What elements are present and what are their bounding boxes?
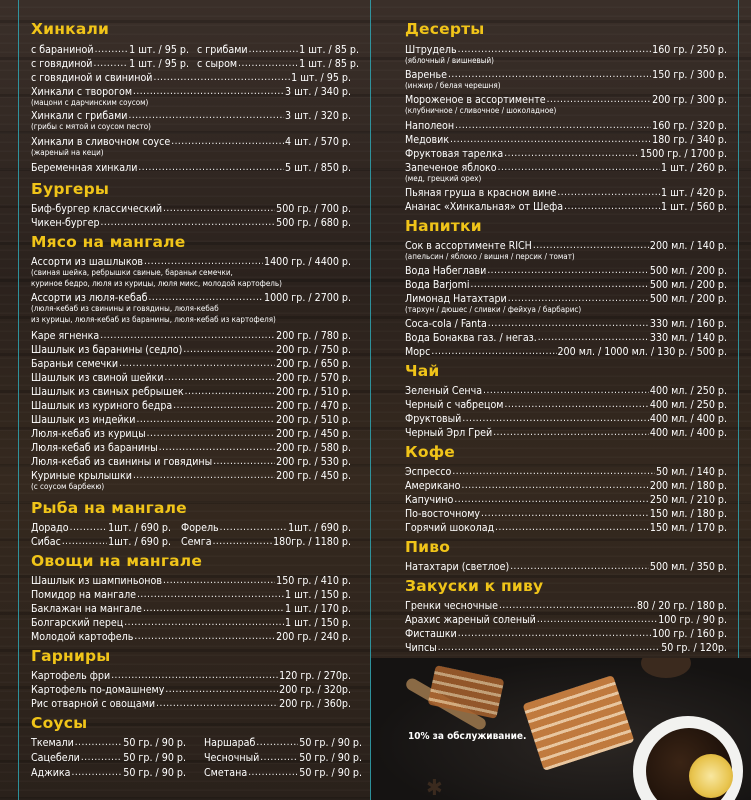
list-item: Беременная хинкали ..... 5 шт. / 850 р. bbox=[31, 160, 351, 174]
item-note: (инжир / белая черешня) bbox=[405, 81, 501, 90]
list-item: Картофель фри ..... 120 гр. / 270р. bbox=[31, 668, 351, 682]
list-item: Помидор на мангале ..... 1 шт. / 150 р. bbox=[31, 587, 351, 601]
item-note: (люля-кебаб из свинины и говядины, люля-кебаб bbox=[31, 304, 219, 313]
lemon-slice-shape bbox=[689, 754, 733, 798]
item-note: (свиная шейка, ребрышки свиные, бараньи семечки, bbox=[31, 268, 233, 277]
list-item: Вода Бонаква газ. / негаз. ..... 330 мл. / 140 р. bbox=[405, 330, 727, 344]
list-item: Люля-кебаб из свинины и говядины ..... 200 гр. / 530 р. bbox=[31, 454, 351, 468]
khinkali-heading: Хинкали bbox=[31, 20, 110, 38]
list-item: Сацебели ..... 50 гр. / 90 р. Чесночный ..... 50 гр. / 90 р. bbox=[31, 750, 351, 764]
grill-heading: Мясо на мангале bbox=[31, 233, 186, 251]
list-item: Варенье ..... 150 гр. / 300 р. bbox=[405, 67, 727, 81]
list-item: Баклажан на мангале ..... 1 шт. / 170 р. bbox=[31, 601, 351, 615]
list-item: Морс ..... 200 мл. / 1000 мл. / 130 р. / 500 р. bbox=[405, 344, 727, 358]
list-item: Наполеон ..... 160 гр. / 320 р. bbox=[405, 118, 727, 132]
list-item: Куриные крылышки ..... 200 гр. / 450 р. bbox=[31, 468, 351, 482]
list-item: Шашлык из баранины (седло) ..... 200 гр. / 750 р. bbox=[31, 342, 351, 356]
cake-slice-shape bbox=[523, 675, 635, 771]
item-note: (яблочный / вишневый) bbox=[405, 56, 494, 65]
list-item: Бараньи семечки ..... 200 гр. / 650 р. bbox=[31, 356, 351, 370]
dessert-coffee-photo bbox=[371, 658, 751, 800]
list-item: Зеленый Сенча ..... 400 мл. / 250 р. bbox=[405, 383, 727, 397]
item-note: (жареный на кеци) bbox=[31, 148, 104, 157]
list-item: Ассорти из шашлыков ..... 1400 гр. / 4400 р. bbox=[31, 254, 351, 268]
list-item: Хинкали с творогом ..... 3 шт. / 340 р. bbox=[31, 84, 351, 98]
list-item: Пьяная груша в красном вине ..... 1 шт. / 420 р. bbox=[405, 185, 727, 199]
snacks-heading: Закуски к пиву bbox=[405, 577, 544, 595]
item-note: из курицы, люля-кебаб из баранины, люля-кебаб из картофеля) bbox=[31, 315, 276, 324]
list-item: Люля-кебаб из курицы ..... 200 гр. / 450 р. bbox=[31, 426, 351, 440]
list-item: Вода Набеглави ..... 500 мл. / 200 р. bbox=[405, 263, 727, 277]
list-item: Медовик ..... 180 гр. / 340 р. bbox=[405, 132, 727, 146]
list-item: Сибас ..... 1шт. / 690 р. Семга ..... 180гр. / 1180 р. bbox=[31, 534, 351, 548]
list-item: Шашлык из индейки ..... 200 гр. / 510 р. bbox=[31, 412, 351, 426]
list-item: с бараниной ..... 1 шт. / 95 р. с грибами ..... 1 шт. / 85 р. bbox=[31, 42, 351, 56]
list-item: Шашлык из свиной шейки ..... 200 гр. / 570 р. bbox=[31, 370, 351, 384]
item-note: (грибы с мятой и соусом песто) bbox=[31, 122, 151, 131]
list-item: Аджика ..... 50 гр. / 90 р. Сметана ..... 50 гр. / 90 р. bbox=[31, 765, 351, 779]
list-item: Шашлык из куриного бедра ..... 200 гр. / 470 р. bbox=[31, 398, 351, 412]
list-item: Каре ягненка ..... 200 гр. / 780 р. bbox=[31, 328, 351, 342]
burgers-heading: Бургеры bbox=[31, 180, 110, 198]
list-item: Горячий шоколад ..... 150 мл. / 170 р. bbox=[405, 520, 727, 534]
drinks-heading: Напитки bbox=[405, 217, 482, 235]
tea-heading: Чай bbox=[405, 362, 440, 380]
list-item: Сок в ассортименте RICH ..... 200 мл. / 140 р. bbox=[405, 238, 727, 252]
list-item: Черный с чабрецом ..... 400 мл. / 250 р. bbox=[405, 397, 727, 411]
item-note: (клубничное / сливочное / шоколадное) bbox=[405, 106, 557, 115]
list-item: Хинкали с грибами ..... 3 шт. / 320 р. bbox=[31, 108, 351, 122]
list-item: Штрудель ..... 160 гр. / 250 р. bbox=[405, 42, 727, 56]
item-note: (мед, грецкий орех) bbox=[405, 174, 482, 183]
list-item: с говядиной ..... 1 шт. / 95 р. с сыром ..... 1 шт. / 85 р. bbox=[31, 56, 351, 70]
list-item: Натахтари (светлое) ..... 500 мл. / 350 р. bbox=[405, 559, 727, 573]
list-item: Капучино ..... 250 мл. / 210 р. bbox=[405, 492, 727, 506]
item-note: (апельсин / яблоко / вишня / персик / томат) bbox=[405, 252, 575, 261]
list-item: Фруктовый ..... 400 мл. / 400 р. bbox=[405, 411, 727, 425]
cake-slice-shape bbox=[428, 665, 505, 719]
coffee-heading: Кофе bbox=[405, 443, 456, 461]
item-note: куриное бедро, люля из курицы, люля микс, молодой картофель) bbox=[31, 279, 282, 288]
list-item: Ассорти из люля-кебаб ..... 1000 гр. / 2700 р. bbox=[31, 290, 351, 304]
list-item: Молодой картофель ..... 200 гр. / 240 р. bbox=[31, 629, 351, 643]
desserts-heading: Десерты bbox=[405, 20, 485, 38]
list-item: Шашлык из свиных ребрышек ..... 200 гр. / 510 р. bbox=[31, 384, 351, 398]
list-item: Ананас «Хинкальная» от Шефа ..... 1 шт. / 560 р. bbox=[405, 199, 727, 213]
item-note: (с соусом барбекю) bbox=[31, 482, 105, 491]
list-item: Черный Эрл Грей ..... 400 мл. / 400 р. bbox=[405, 425, 727, 439]
list-item: Хинкали в сливочном соусе ..... 4 шт. / 570 р. bbox=[31, 134, 351, 148]
list-item: Картофель по-домашнему ..... 200 гр. / 320р. bbox=[31, 682, 351, 696]
service-charge-note: 10% за обслуживание. bbox=[408, 731, 527, 742]
star-anise-icon: ✱ bbox=[426, 776, 443, 800]
beer-heading: Пиво bbox=[405, 538, 451, 556]
list-item: Запеченое яблоко ..... 1 шт. / 260 р. bbox=[405, 160, 727, 174]
list-item: Ткемали ..... 50 гр. / 90 р. Наршараб ..... 50 гр. / 90 р. bbox=[31, 735, 351, 749]
list-item: Мороженое в ассортименте ..... 200 гр. / 300 р. bbox=[405, 92, 727, 106]
list-item: Арахис жареный соленый ..... 100 гр. / 90 р. bbox=[405, 612, 727, 626]
list-item: Гренки чесночные ..... 80 / 20 гр. / 180 р. bbox=[405, 598, 727, 612]
list-item: Эспрессо ..... 50 мл. / 140 р. bbox=[405, 464, 727, 478]
list-item: Чикен-бургер ..... 500 гр. / 680 р. bbox=[31, 215, 351, 229]
sauces-heading: Соусы bbox=[31, 714, 88, 732]
list-item: Coca-cola / Fanta ..... 330 мл. / 160 р. bbox=[405, 316, 727, 330]
list-item: Американо ..... 200 мл. / 180 р. bbox=[405, 478, 727, 492]
list-item: Чипсы ..... 50 гр. / 120р. bbox=[405, 640, 727, 654]
list-item: Фисташки ..... 100 гр. / 160 р. bbox=[405, 626, 727, 640]
list-item: Вода Barjomi ..... 500 мл. / 200 р. bbox=[405, 277, 727, 291]
left-border-line bbox=[18, 0, 19, 800]
list-item: По-восточному ..... 150 мл. / 180 р. bbox=[405, 506, 727, 520]
sides-heading: Гарниры bbox=[31, 647, 111, 665]
list-item: Болгарский перец ..... 1 шт. / 150 р. bbox=[31, 615, 351, 629]
list-item: Лимонад Натахтари ..... 500 мл. / 200 р. bbox=[405, 291, 727, 305]
item-note: (тархун / дюшес / сливки / фейхуа / барбарис) bbox=[405, 305, 582, 314]
list-item: Фруктовая тарелка ..... 1500 гр. / 1700 р. bbox=[405, 146, 727, 160]
list-item: Биф-бургер классический ..... 500 гр. / 700 р. bbox=[31, 201, 351, 215]
fish-heading: Рыба на мангале bbox=[31, 499, 187, 517]
bowl-shape bbox=[641, 658, 691, 678]
item-note: (мацони с дарчинским соусом) bbox=[31, 98, 149, 107]
list-item: Дорадо ..... 1шт. / 690 р. Форель ..... 1шт. / 690 р. bbox=[31, 520, 351, 534]
list-item: Шашлык из шампиньонов ..... 150 гр. / 410 р. bbox=[31, 573, 351, 587]
vegetables-heading: Овощи на мангале bbox=[31, 552, 203, 570]
list-item: Люля-кебаб из баранины ..... 200 гр. / 580 р. bbox=[31, 440, 351, 454]
list-item: с говядиной и свининой ..... 1 шт. / 95 р. bbox=[31, 70, 351, 84]
list-item: Рис отварной с овощами ..... 200 гр. / 360р. bbox=[31, 696, 351, 710]
